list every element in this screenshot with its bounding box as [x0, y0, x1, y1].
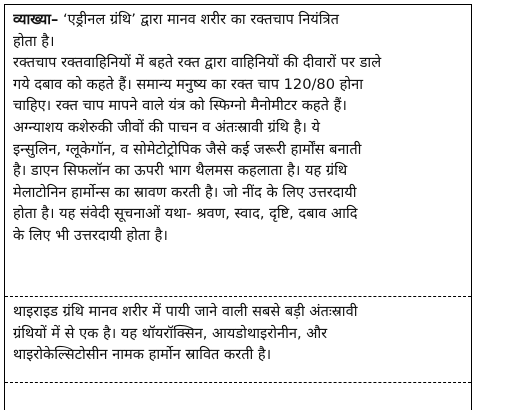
top-border — [5, 4, 471, 5]
explanation-heading: व्याख्या– — [13, 11, 59, 28]
text-line: चाहिए। रक्त चाप मापने वाले यंत्र को स्फिग्नो मैनोमीटर कहते हैं। — [13, 97, 347, 115]
bottom-divider — [5, 382, 471, 383]
text-line: होता है। यह संवेदी सूचनाओं यथा- श्रवण, स्वाद, दृष्टि, दबाव आदि — [13, 205, 358, 223]
text-line: अग्न्याशय कशेरुकी जीवों की पाचन व अंतःस्रावी ग्रंथि है। ये — [13, 118, 321, 136]
text-line: थाइराइड ग्रंथि मानव शरीर में पायी जाने वाली सबसे बड़ी अंतःस्रावी — [13, 303, 358, 320]
text-line: के लिए भी उत्तरदायी होता है। — [13, 226, 168, 244]
explanation-section — [13, 9, 465, 247]
text-line: होता है। — [13, 32, 55, 50]
text-line: गये दबाव को कहते हैं। समान्य मनुष्य का रक्त चाप 120/80 होना — [13, 75, 364, 93]
text-line: इन्सुलिन, ग्लूकेगॉन, व सोमेटोट्रोपिक जैसे कई जरूरी हार्मोंस बनाती — [13, 140, 362, 158]
section-divider — [5, 296, 471, 297]
text-line: मेलाटोनिन हार्मोन्स का स्रावण करती है। जो नींद के लिए उत्तरदायी — [13, 183, 357, 201]
answer-explanation-box — [4, 4, 472, 410]
text-line-content: ‘एड्रीनल ग्रंथि’ द्वारा मानव शरीर का रक्तचाप नियंत्रित — [62, 11, 339, 28]
text-line: रक्तचाप रक्तवाहिनियों में बहते रक्त द्वारा वाहिनियों की दीवारों पर डाले — [13, 54, 382, 72]
text-line: थाइरोकेल्सिटोसीन नामक हार्मोन स्रावित करती है। — [13, 346, 272, 364]
text-line — [13, 9, 465, 31]
thyroid-section — [13, 301, 465, 366]
text-line: है। डाएन सिफलॉन का ऊपरी भाग थैलमस कहलाता है। यह ग्रंथि — [13, 162, 348, 180]
text-line: ग्रंथियों में से एक है। यह थॉयरॉक्सिन, आयडोथाइरोनीन, और — [13, 324, 328, 342]
